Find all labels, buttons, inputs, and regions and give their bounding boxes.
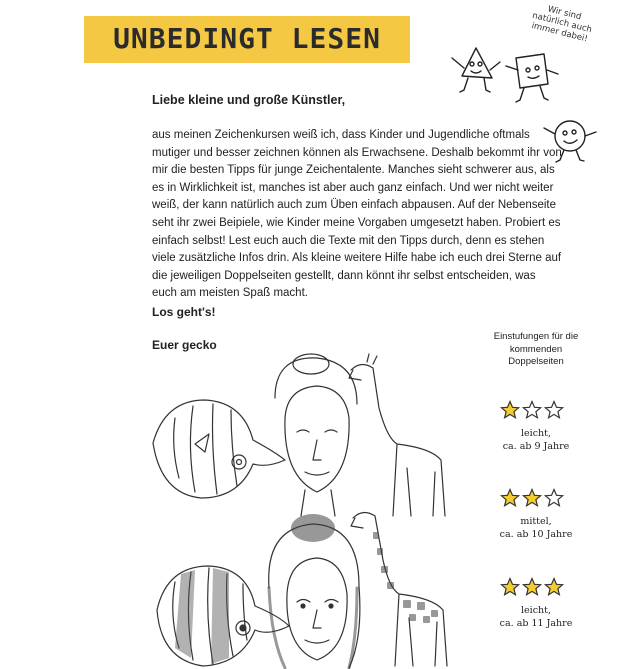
- ratings-title: Einstufungen für die kommenden Doppelseiten: [493, 331, 579, 367]
- letter-closing: Los geht's!: [152, 305, 216, 319]
- rating-stars-2: [500, 488, 570, 508]
- fish-sketch-outline: [153, 400, 285, 498]
- page-title: UNBEDINGT LESEN: [113, 22, 381, 55]
- speech-bubble-text: Wir sind natürlich auch immer dabei!: [530, 4, 593, 45]
- letter-greeting: Liebe kleine und große Künstler,: [152, 93, 346, 107]
- portrait-sketch-outline: [275, 354, 357, 516]
- rating-age: ca. ab 9 Jahre: [502, 441, 570, 452]
- star-icon: [501, 490, 518, 506]
- rating-label-3: [488, 604, 584, 630]
- star-icon: [545, 579, 562, 595]
- star-icon: [545, 490, 562, 506]
- rating-level-name: leicht,: [521, 605, 551, 616]
- rating-level-name: leicht,: [521, 428, 551, 439]
- rating-age: ca. ab 10 Jahre: [499, 529, 573, 540]
- rating-level-name: mittel,: [520, 516, 552, 527]
- rating-label-2: [488, 515, 584, 541]
- star-icon: [501, 579, 518, 595]
- star-icon: [523, 579, 540, 595]
- star-icon: [523, 490, 540, 506]
- star-icon: [523, 402, 540, 418]
- letter-body: aus meinen Zeichenkursen weiß ich, dass Kinder und Jugendliche oftmals mutiger und besser zeichnen können als Erwachsene. Deshalb bekommt ihr von mir die besten Tipps für junge Zeichentalente. Manches sieht schwerer aus, als es in Wirklichkeit ist, manches ist aber auch ganz einfach. Und wer nicht weiter weiß, der kann natürlich auch zum Üben einfach abpausen. Auf der Nebenseite seht ihr zwei Beipiele, wie Kinder meine Vorgaben umgesetzt haben. Probiert es einfach selbst! Lest euch auch die Texte mit den Tipps durch, denn es stehen viele zusätzliche Infos drin. Als kleine weitere Hilfe habe ich euch drei Sterne auf die jeweiligen Doppelseiten gestellt, dann könnt ihr selbst entscheiden, was euch am meisten Spaß macht.: [152, 129, 562, 300]
- rating-stars-1: [500, 400, 570, 420]
- rating-age: ca. ab 11 Jahre: [499, 618, 573, 629]
- portrait-sketch-detailed: [269, 514, 360, 668]
- giraffe-sketch-detailed: [351, 512, 447, 666]
- star-icon: [545, 402, 562, 418]
- sketch-illustrations: [135, 348, 480, 669]
- rating-stars-3: [500, 577, 570, 597]
- rating-label-1: [488, 427, 584, 453]
- star-icon: [501, 402, 518, 418]
- letter-signature: Euer gecko: [152, 338, 217, 352]
- giraffe-sketch-outline: [349, 354, 445, 516]
- title-banner: [84, 16, 410, 63]
